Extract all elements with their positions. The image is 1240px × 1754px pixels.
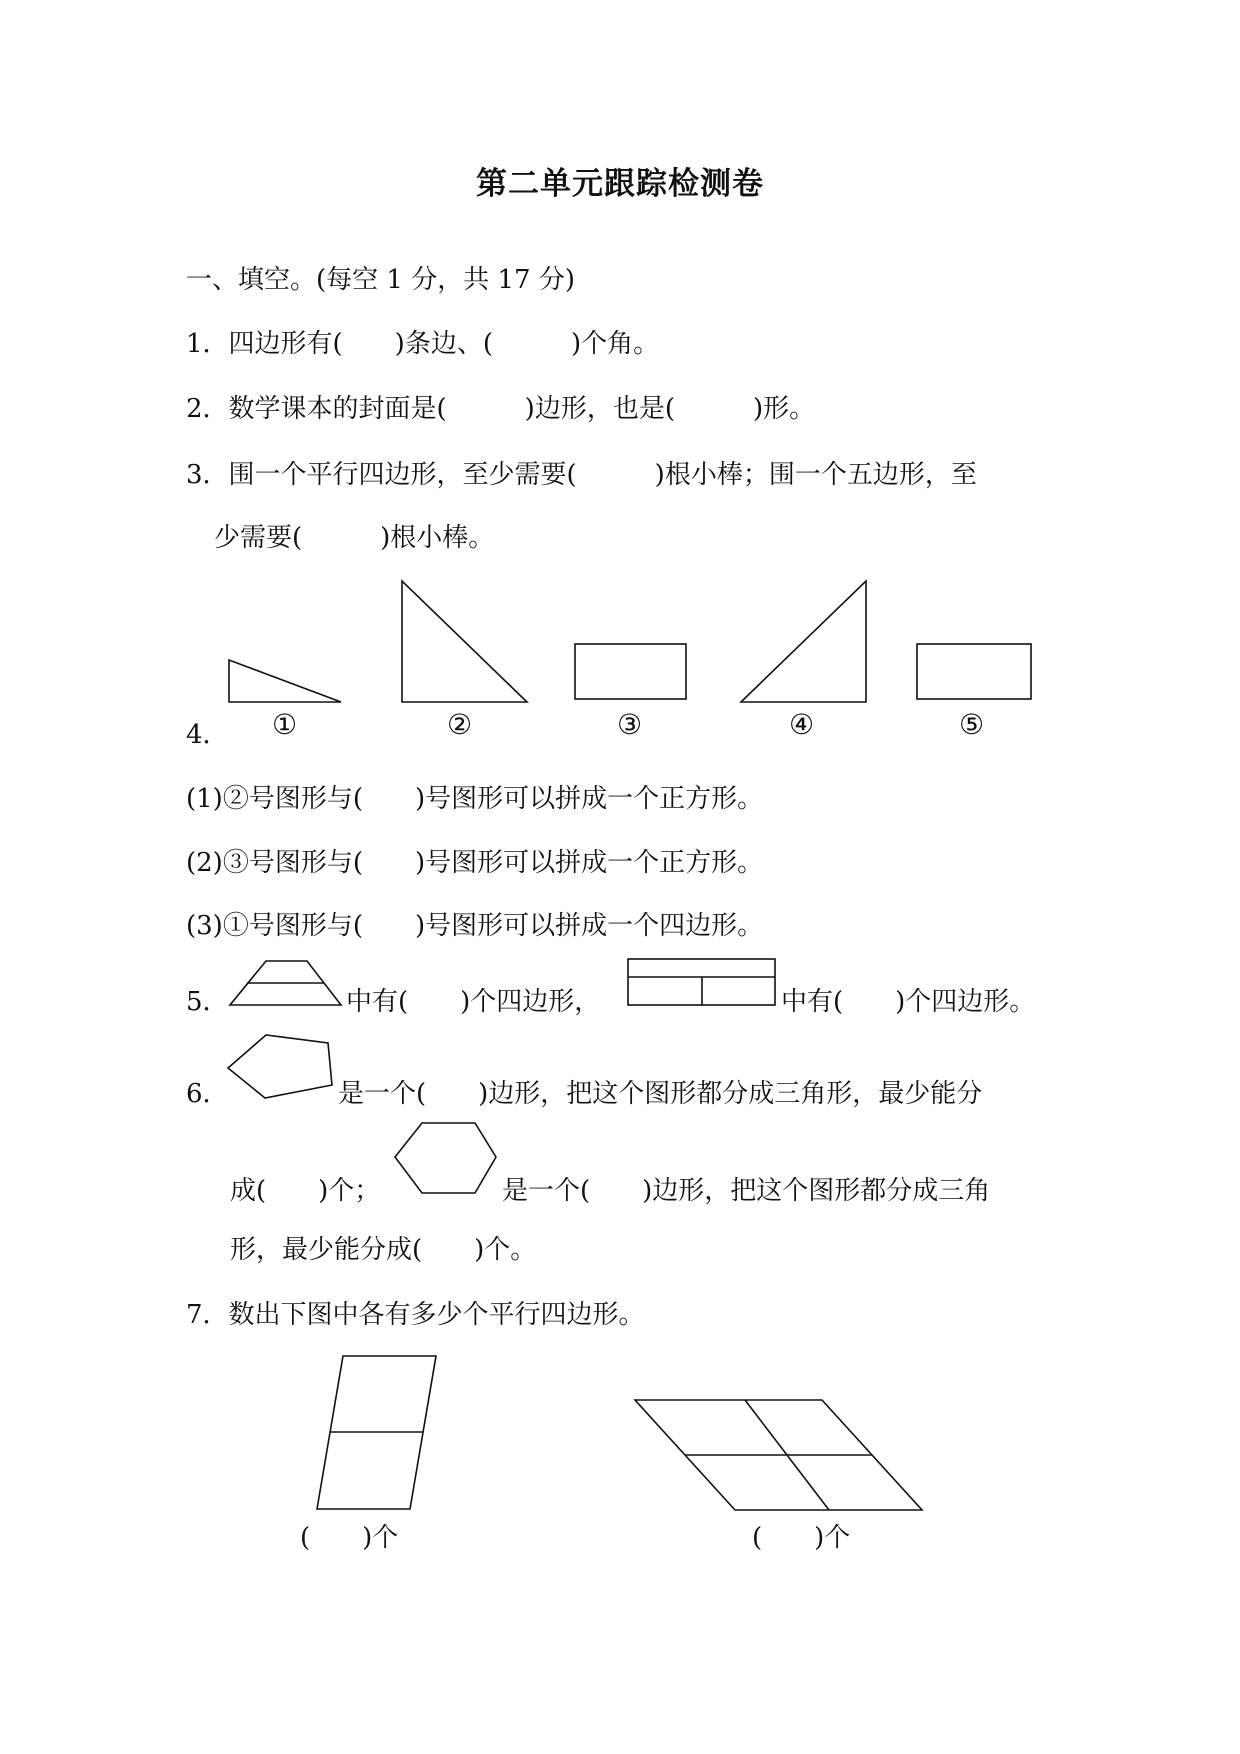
question-6-number: 6． bbox=[186, 1079, 229, 1109]
question-3-line-1: 3．围一个平行四边形，至少需要( )根小棒；围一个五边形，至 bbox=[186, 460, 977, 490]
question-6-text-b: 成( )个； bbox=[230, 1176, 381, 1206]
question-5-number: 5． bbox=[186, 987, 229, 1017]
shape-label-4: ④ bbox=[789, 708, 815, 741]
question-7-answer-left: ( )个 bbox=[300, 1523, 399, 1553]
shape-label-1: ① bbox=[272, 708, 298, 741]
section-heading: 一、填空。(每空 1 分，共 17 分) bbox=[186, 265, 575, 295]
question-6-text-a: 是一个( )边形，把这个图形都分成三角形，最少能分 bbox=[338, 1079, 983, 1109]
question-2: 2．数学课本的封面是( )边形，也是( )形。 bbox=[186, 394, 816, 424]
question-3-line-2: 少需要( )根小棒。 bbox=[214, 523, 495, 553]
page-title: 第二单元跟踪检测卷 bbox=[476, 166, 764, 202]
question-4-sub-2: (2)③号图形与( )号图形可以拼成一个正方形。 bbox=[186, 848, 764, 878]
shape-label-5: ⑤ bbox=[959, 708, 985, 741]
shape-label-3: ③ bbox=[617, 708, 643, 741]
question-4-sub-1: (1)②号图形与( )号图形可以拼成一个正方形。 bbox=[186, 784, 764, 814]
question-4-sub-3: (3)①号图形与( )号图形可以拼成一个四边形。 bbox=[186, 911, 764, 941]
question-1: 1．四边形有( )条边、( )个角。 bbox=[186, 329, 660, 359]
shape-label-2: ② bbox=[447, 708, 473, 741]
question-6-text-c: 是一个( )边形，把这个图形都分成三角 bbox=[502, 1176, 991, 1206]
question-4-number: 4． bbox=[186, 720, 229, 750]
question-5-text-b: 中有( )个四边形。 bbox=[781, 987, 1036, 1017]
question-7: 7．数出下图中各有多少个平行四边形。 bbox=[186, 1300, 645, 1330]
question-6-text-d: 形，最少能分成( )个。 bbox=[230, 1235, 537, 1265]
question-5-text-a: 中有( )个四边形， bbox=[346, 987, 601, 1017]
question-7-answer-right: ( )个 bbox=[752, 1523, 851, 1553]
